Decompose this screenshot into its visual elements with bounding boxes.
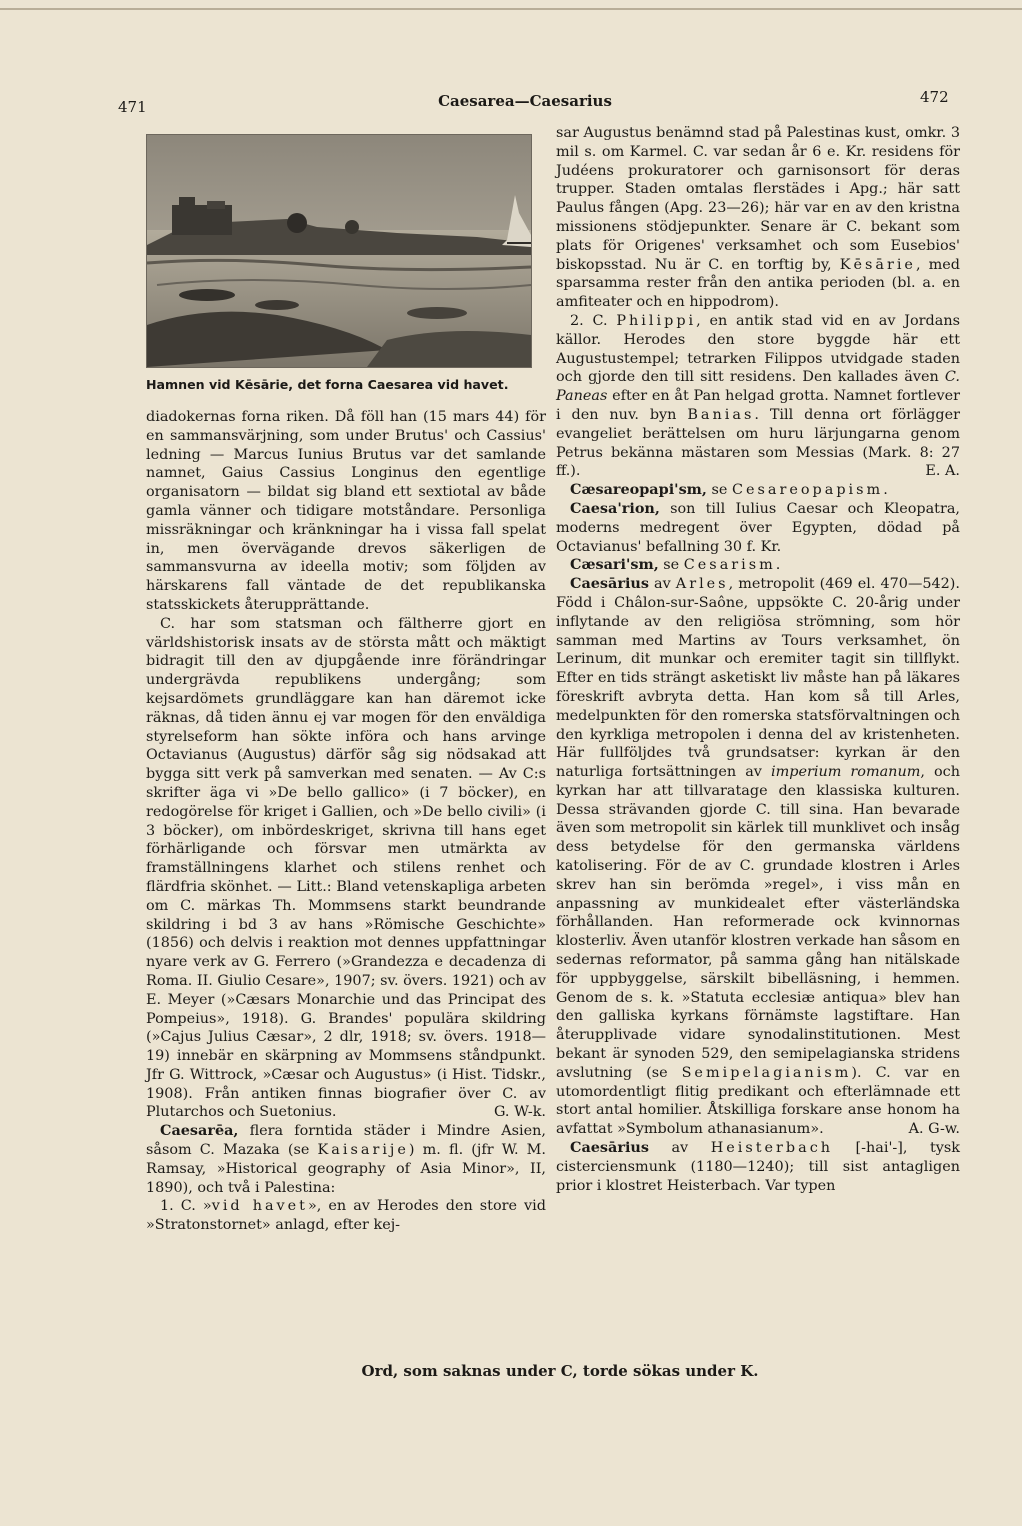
headword: Cæsari'sm, <box>570 556 659 574</box>
entry-text: flera forntida städer i Mindre Asien, såsom C. Mazaka (se <box>146 1123 546 1159</box>
entry-text: [-hai'-], tysk cisterciensmunk (1180—1240); till sist antagligen prior i klostret Heisterbach. Var typen <box>556 1140 960 1194</box>
entry-text: efter en åt Pan helgad grotta. Namnet fortlever i den nuv. byn <box>556 388 960 423</box>
entry-text: se <box>706 482 732 499</box>
page-top-rule <box>0 8 1022 10</box>
entry-text: se <box>658 557 684 574</box>
entry-text: sar Augustus benämnd stad på Palestinas kust, omkr. 3 mil s. om Karmel. C. var sedan år 6 e. Kr. residens för Judéens prokuratorer och garnisonsort för deras trupper. Staden omtalas flerstädes i Apg.; här satt Paulus fången (Apg. 23—26); här var en av den kristna missionens stödjepunkter. Senare är C. bekant som plats för Origenes' verksamhet och som Eusebios' biskopsstad. Nu är C. en torftig by, <box>556 125 960 273</box>
entry-text: ) m. fl. (jfr W. M. Ramsay, »Historical geography of Asia Minor», II, 1890), och två i Palestina: <box>146 1142 546 1196</box>
spaced-name: Banias <box>687 406 755 423</box>
italic-phrase: imperium romanum <box>770 764 921 781</box>
entry-caesarea <box>146 1122 546 1197</box>
left-paragraph-1: diadokernas forna riken. Då föll han (15 mars 44) för en sammansvärjning, som under Brutus' och Cassius' ledning — Marcus Iunius Brutus var det samlande namnet, Gaius Cassius Longinus den egentlige organisatorn — bildat sig bland ett sextiotal av både gamla vänner och tidigare motståndare. Personliga missräkningar och kränkningar ha i vissa fall spelat in, men övervägande drevos säkerligen de sammansvurna av ideella motiv; som följden av härskarens fall väntade de det republikanska statsskickets återupprättande. <box>146 409 546 613</box>
spaced-name: Heisterbach <box>710 1140 834 1157</box>
headword: Caesarēa, <box>160 1122 239 1140</box>
entry-text: 1. C. » <box>160 1198 212 1215</box>
caesar-article-text: C. har som statsman och fältherre gjort en världshistorisk insats av de största mått och mäktigt bidragit till den av djupgående inre förändringar undergrävda republikens undergång; som kejsardömets grundläggare kan han däremot icke räknas, då tiden ännu ej var mogen för den enväldiga styrelseform han sökte införa och hans arvinge Octavianus (Augustus) därför såg sig nödsakad att bygga sitt verk på samverkan med senaten. — Av C:s skrifter äga vi »De bello gallico» (i 7 böcker), en redogörelse för kriget i Gallien, och »De bello civili» (i 3 böcker), om inbördeskriget, skrivna till hans eget förhärligande och försvar men utmärkta av framställningens klarhet och stilens renhet och flärdfria skönhet. — Litt.: Bland vetenskapliga arbeten om C. märkas Th. Mommsens starkt beundrande skildring i bd 3 av hans »Römische Geschichte» (1856) och delvis i reaktion mot dennes uppfattningar nyare verk av G. Ferrero (»Grandezza e decadenza di Roma. II. Giulio Cesare», 1907; sv. övers. 1921) och av E. Meyer (»Cæsars Monarchie und das Principat des Pompeius», 1918). G. Brandes' populära skildring (»Cajus Julius Cæsar», 2 dlr, 1918; sv. övers. 1918—19) innebär en skärpning av Mommsens ståndpunkt. Jfr G. Wittrock, »Cæsar och Augustus» (i Hist. Tidskr., 1908). Från antiken finnas biografier över C. av Plutarchos och Suetonius. <box>146 615 546 1121</box>
entry-caesarius-arles <box>556 575 960 1139</box>
entry-text: , och kyrkan har att tillvaratage den klassiska kulturen. Dessa strävanden gjorde C. till sina. Han bevarade även som metropolit sin kärlek till munklivet och insåg dess betydelse för den germanska världens katolisering. För de av C. grundade klostren i Arles skrev han sin berömda »regel», i viss mån en anpassning av munkidealet efter västerländska förhållanden. Han reformerade ock kvinnornas klosterliv. Även utanför klostren verkade han såsom en sedernas reformator, på samma gång han nitälskade för uppbyggelse, särskilt bibelläsning, i hemmen. Genom de s. k. »Statuta ecclesiæ antiqua» blev han den galliska kyrkans förnämste lagstiftare. Han återupplivade vidare synodalinstitutionen. Mest bekant är synoden 529, den semipelagianska stridens avslutning (se <box>556 764 960 1081</box>
signature: A. G-w. <box>908 1121 960 1138</box>
caesarea-continuation <box>556 124 960 312</box>
spaced-reference: Kaisarije <box>317 1142 409 1159</box>
entry-text: son till Iulius Caesar och Kleopatra, moderns medregent över Egypten, dödad på Octavianus' befallning 30 f. Kr. <box>556 500 960 555</box>
spaced-reference: Semipelagianism <box>681 1064 852 1081</box>
harbor-photo <box>146 134 532 368</box>
entry-text: ). C. var en utomordentligt flitig predikant och efterlämnade ett stort antal homilier. Åtskilliga forskare anse honom ha avfattat »Symbolum athanasianum». <box>556 1064 960 1138</box>
page-number-right: 472 <box>920 88 949 106</box>
entry-text: , en antik stad vid en av Jordans källor. Herodes den store byggde här ett Augustustempel; tetrarken Filippos utvidgade staden och gjorde den till sitt residens. Den kallades även <box>556 312 960 386</box>
spaced-name: Kēsārie <box>839 256 916 273</box>
spaced-name: Arles <box>675 576 729 593</box>
entry-caesarion <box>556 500 960 556</box>
right-column <box>556 124 960 1195</box>
entry-text: , med sparsamma rester från den antika perioden (bl. a. en amfiteater och en hippodrom). <box>556 256 960 311</box>
entry-caesarism <box>556 556 960 575</box>
headword: Caesa'rion, <box>570 499 660 517</box>
page-footer-note: Ord, som saknas under C, torde sökas under K. <box>361 1362 759 1380</box>
left-column <box>146 408 546 1235</box>
caesarea-item-1 <box>146 1197 546 1235</box>
entry-caesareopapism <box>556 481 960 500</box>
harbor-photo-drawing <box>147 135 531 367</box>
entry-text: . <box>883 482 888 499</box>
entry-text: av <box>648 576 676 593</box>
entry-text: , metropolit (469 el. 470—542). Född i Châlon-sur-Saône, uppsökte C. 20-årig under inflytande av den religiösa strömning, som hör samman med Martins av Tours verksamhet, ön Lerinum, dit munkar och eremiter tagit sin tillflykt. Efter en tids strängt asketiskt liv måste han på läkares föreskrift avbryta detta. Han kom så till Arles, medelpunkten för den romerska statsförvaltningen och den kyrkliga metropolen i denna del av kristenheten. Här fullföljdes två grundsatser: kyrkan är den naturliga fortsättningen av <box>556 576 960 781</box>
signature: E. A. <box>925 463 960 480</box>
headword: Caesārius <box>570 575 649 593</box>
signature: G. W-k. <box>493 1104 546 1121</box>
caesarea-item-2 <box>556 312 960 481</box>
headword: Caesārius <box>570 1139 649 1157</box>
headword: Cæsareopapi'sm, <box>570 481 707 499</box>
spaced-name: vid havet <box>211 1198 308 1215</box>
entry-text: 2. C. <box>570 312 617 329</box>
spaced-reference: Cesarism <box>683 557 776 574</box>
entry-text: . <box>775 557 781 574</box>
entry-text: . Till denna ort förlägger evangeliet berättelsen om huru lärjungarna genom Petrus bekänna mästaren som Messias (Mark. 8: 27 ff.). <box>556 406 960 480</box>
spaced-reference: Cesareopapism <box>731 482 884 499</box>
figure-caption: Hamnen vid Kēsārie, det forna Caesarea vid havet. <box>146 377 509 392</box>
entry-text: av <box>648 1140 711 1157</box>
left-paragraph-2 <box>146 615 546 1123</box>
page-number-left: 471 <box>118 98 147 116</box>
entry-text: », en av Herodes den store vid »Stratonstornet» anlagd, efter kej- <box>146 1198 546 1234</box>
italic-name: C. Paneas <box>556 369 960 405</box>
entry-caesarius-heisterbach <box>556 1139 960 1195</box>
page-header <box>0 88 1022 118</box>
running-title: Caesarea—Caesarius <box>438 92 612 110</box>
spaced-name: Philippi <box>616 312 697 329</box>
